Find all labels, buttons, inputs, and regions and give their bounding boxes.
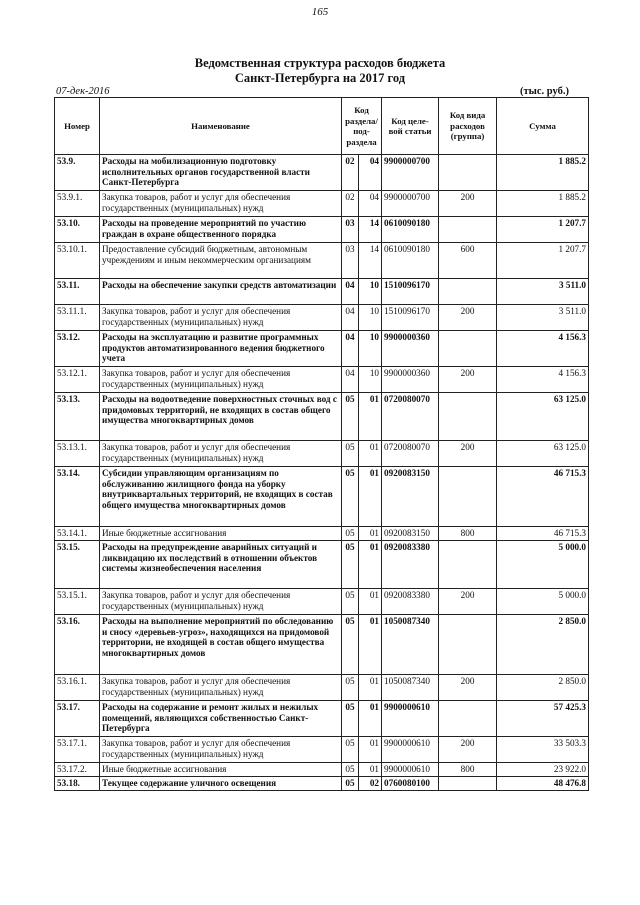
- row-section: 04: [342, 367, 359, 393]
- row-expense-type: 800: [439, 527, 497, 541]
- row-name: Расходы на эксплуатацию и развитие программных продуктов автоматизированного ведения бюджетного учета: [100, 331, 342, 367]
- row-target-code: 9900000610: [382, 701, 439, 737]
- row-number: 53.12.: [55, 331, 100, 367]
- row-target-code: 0720080070: [382, 441, 439, 467]
- row-expense-type: 200: [439, 305, 497, 331]
- row-sum: 5 000.0: [497, 541, 589, 589]
- row-name: Закупка товаров, работ и услуг для обеспечения государственных (муниципальных) нужд: [100, 191, 342, 217]
- title-line-2: Санкт-Петербурга на 2017 год: [234, 71, 406, 85]
- row-name: Закупка товаров, работ и услуг для обеспечения государственных (муниципальных) нужд: [100, 441, 342, 467]
- row-subsection: 01: [359, 763, 382, 777]
- row-subsection: 01: [359, 467, 382, 527]
- row-target-code: 0610090180: [382, 217, 439, 243]
- row-section: 05: [342, 737, 359, 763]
- row-number: 53.14.1.: [55, 527, 100, 541]
- row-expense-type: [439, 155, 497, 191]
- header-type: Код вида расходов (группа): [439, 98, 497, 155]
- table-body: [55, 155, 589, 791]
- row-sum: 2 850.0: [497, 675, 589, 701]
- row-target-code: 0720080070: [382, 393, 439, 441]
- row-name: Расходы на водоотведение поверхностных сточных вод с придомовых территорий, не входящих в состав общего имущества многоквартирных домов: [100, 393, 342, 441]
- row-section: 05: [342, 589, 359, 615]
- row-name: Закупка товаров, работ и услуг для обеспечения государственных (муниципальных) нужд: [100, 737, 342, 763]
- row-expense-type: 200: [439, 675, 497, 701]
- row-sum: 33 503.3: [497, 737, 589, 763]
- row-subsection: 04: [359, 155, 382, 191]
- row-name: Закупка товаров, работ и услуг для обеспечения государственных (муниципальных) нужд: [100, 675, 342, 701]
- row-section: 05: [342, 675, 359, 701]
- row-number: 53.16.1.: [55, 675, 100, 701]
- row-number: 53.10.1.: [55, 243, 100, 279]
- row-expense-type: [439, 615, 497, 675]
- row-section: 04: [342, 331, 359, 367]
- row-name: Расходы на выполнение мероприятий по обследованию и сносу «деревьев-угроз», находящихся на придомовой территории, не входящей в состав общего имущества многоквартирных домов: [100, 615, 342, 675]
- row-sum: 63 125.0: [497, 441, 589, 467]
- row-name: Иные бюджетные ассигнования: [100, 763, 342, 777]
- row-sum: 63 125.0: [497, 393, 589, 441]
- page-number: 165: [311, 6, 329, 18]
- row-name: Расходы на предупреждение аварийных ситуаций и ликвидацию их последствий в отношении объектов системы жизнеобеспечения населения: [100, 541, 342, 589]
- budget-table: [54, 97, 589, 791]
- row-target-code: 1510096170: [382, 279, 439, 305]
- row-subsection: 10: [359, 305, 382, 331]
- table-row: [55, 191, 589, 217]
- row-target-code: 0920083150: [382, 467, 439, 527]
- row-section: 05: [342, 701, 359, 737]
- row-expense-type: 200: [439, 191, 497, 217]
- table-row: [55, 305, 589, 331]
- row-number: 53.17.2.: [55, 763, 100, 777]
- table-row: [55, 467, 589, 527]
- table-row: [55, 675, 589, 701]
- row-number: 53.14.: [55, 467, 100, 527]
- row-expense-type: [439, 393, 497, 441]
- row-sum: 48 476.8: [497, 777, 589, 791]
- row-subsection: 01: [359, 589, 382, 615]
- row-number: 53.15.: [55, 541, 100, 589]
- row-target-code: 9900000700: [382, 191, 439, 217]
- row-expense-type: 200: [439, 589, 497, 615]
- table-row: [55, 615, 589, 675]
- row-name: Субсидии управляющим организациям по обслуживанию жилищного фонда на уборку внутриквартальных территорий, не входящих в состав общего имущества многоквартирных домов: [100, 467, 342, 527]
- row-sum: 2 850.0: [497, 615, 589, 675]
- row-subsection: 01: [359, 527, 382, 541]
- row-expense-type: [439, 279, 497, 305]
- row-target-code: 0920083380: [382, 541, 439, 589]
- table-row: [55, 367, 589, 393]
- row-subsection: 01: [359, 701, 382, 737]
- row-subsection: 10: [359, 279, 382, 305]
- header-number: Номер: [55, 98, 100, 155]
- row-number: 53.12.1.: [55, 367, 100, 393]
- table-row: [55, 701, 589, 737]
- row-sum: 46 715.3: [497, 527, 589, 541]
- header-sum: Сумма: [497, 98, 589, 155]
- row-number: 53.17.1.: [55, 737, 100, 763]
- row-target-code: 9900000610: [382, 737, 439, 763]
- row-target-code: 0920083380: [382, 589, 439, 615]
- row-name: Закупка товаров, работ и услуг для обеспечения государственных (муниципальных) нужд: [100, 305, 342, 331]
- row-section: 04: [342, 279, 359, 305]
- row-number: 53.15.1.: [55, 589, 100, 615]
- row-subsection: 01: [359, 541, 382, 589]
- row-name: Иные бюджетные ассигнования: [100, 527, 342, 541]
- table-row: [55, 393, 589, 441]
- row-subsection: 01: [359, 393, 382, 441]
- row-sum: 3 511.0: [497, 305, 589, 331]
- row-number: 53.11.1.: [55, 305, 100, 331]
- row-name: Расходы на обеспечение закупки средств автоматизации: [100, 279, 342, 305]
- row-name: Предоставление субсидий бюджетным, автономным учреждениям и иным некоммерческим организациям: [100, 243, 342, 279]
- row-name: Расходы на содержание и ремонт жилых и нежилых помещений, являющихся собственностью Санкт-Петербурга: [100, 701, 342, 737]
- table-row: [55, 541, 589, 589]
- row-section: 05: [342, 467, 359, 527]
- row-sum: 5 000.0: [497, 589, 589, 615]
- row-name: Расходы на мобилизационную подготовку исполнительных органов государственной власти Санкт-Петербурга: [100, 155, 342, 191]
- row-expense-type: 200: [439, 367, 497, 393]
- row-section: 05: [342, 527, 359, 541]
- table-row: [55, 763, 589, 777]
- row-sum: 46 715.3: [497, 467, 589, 527]
- row-number: 53.11.: [55, 279, 100, 305]
- row-sum: 1 885.2: [497, 191, 589, 217]
- row-subsection: 14: [359, 217, 382, 243]
- row-target-code: 9900000360: [382, 367, 439, 393]
- header-section: Код раздела/ под- раздела: [342, 98, 382, 155]
- title-line-1: Ведомственная структура расходов бюджета: [194, 56, 446, 70]
- row-target-code: 9900000360: [382, 331, 439, 367]
- row-number: 53.16.: [55, 615, 100, 675]
- table-row: [55, 777, 589, 791]
- row-expense-type: [439, 331, 497, 367]
- row-sum: 4 156.3: [497, 367, 589, 393]
- row-target-code: 0610090180: [382, 243, 439, 279]
- table-row: [55, 279, 589, 305]
- row-number: 53.9.1.: [55, 191, 100, 217]
- row-section: 04: [342, 305, 359, 331]
- row-subsection: 10: [359, 367, 382, 393]
- row-expense-type: [439, 467, 497, 527]
- document-date: 07-дек-2016: [56, 86, 110, 97]
- row-section: 02: [342, 191, 359, 217]
- row-number: 53.10.: [55, 217, 100, 243]
- row-subsection: 01: [359, 675, 382, 701]
- units-label: (тыс. руб.): [520, 86, 569, 97]
- row-expense-type: 600: [439, 243, 497, 279]
- table-row: [55, 527, 589, 541]
- row-expense-type: 200: [439, 441, 497, 467]
- row-name: Текущее содержание уличного освещения: [100, 777, 342, 791]
- table-row: [55, 155, 589, 191]
- table-row: [55, 589, 589, 615]
- row-target-code: 0920083150: [382, 527, 439, 541]
- row-name: Закупка товаров, работ и услуг для обеспечения государственных (муниципальных) нужд: [100, 589, 342, 615]
- header-name: Наименование: [100, 98, 342, 155]
- row-sum: 3 511.0: [497, 279, 589, 305]
- row-expense-type: [439, 777, 497, 791]
- row-sum: 23 922.0: [497, 763, 589, 777]
- row-target-code: 1510096170: [382, 305, 439, 331]
- row-expense-type: 200: [439, 737, 497, 763]
- row-number: 53.13.: [55, 393, 100, 441]
- row-number: 53.17.: [55, 701, 100, 737]
- row-target-code: 1050087340: [382, 615, 439, 675]
- row-section: 05: [342, 763, 359, 777]
- table-row: [55, 243, 589, 279]
- row-sum: 1 207.7: [497, 243, 589, 279]
- row-target-code: 9900000610: [382, 763, 439, 777]
- row-sum: 57 425.3: [497, 701, 589, 737]
- table-row: [55, 441, 589, 467]
- row-target-code: 0760080100: [382, 777, 439, 791]
- row-section: 05: [342, 441, 359, 467]
- row-target-code: 9900000700: [382, 155, 439, 191]
- row-target-code: 1050087340: [382, 675, 439, 701]
- table-row: [55, 217, 589, 243]
- row-name: Закупка товаров, работ и услуг для обеспечения государственных (муниципальных) нужд: [100, 367, 342, 393]
- row-section: 03: [342, 217, 359, 243]
- row-section: 03: [342, 243, 359, 279]
- document-title: [0, 56, 640, 86]
- row-expense-type: 800: [439, 763, 497, 777]
- row-number: 53.13.1.: [55, 441, 100, 467]
- row-expense-type: [439, 701, 497, 737]
- row-section: 05: [342, 615, 359, 675]
- header-target: Код целе- вой статьи: [382, 98, 439, 155]
- row-number: 53.9.: [55, 155, 100, 191]
- row-subsection: 14: [359, 243, 382, 279]
- row-section: 05: [342, 777, 359, 791]
- row-section: 05: [342, 393, 359, 441]
- row-sum: 1 885.2: [497, 155, 589, 191]
- row-expense-type: [439, 541, 497, 589]
- row-expense-type: [439, 217, 497, 243]
- row-sum: 4 156.3: [497, 331, 589, 367]
- row-subsection: 01: [359, 615, 382, 675]
- row-subsection: 01: [359, 737, 382, 763]
- row-name: Расходы на проведение мероприятий по участию граждан в охране общественного порядка: [100, 217, 342, 243]
- table-row: [55, 331, 589, 367]
- row-sum: 1 207.7: [497, 217, 589, 243]
- row-number: 53.18.: [55, 777, 100, 791]
- table-row: [55, 737, 589, 763]
- row-subsection: 02: [359, 777, 382, 791]
- row-subsection: 01: [359, 441, 382, 467]
- row-section: 02: [342, 155, 359, 191]
- row-subsection: 10: [359, 331, 382, 367]
- row-subsection: 04: [359, 191, 382, 217]
- row-section: 05: [342, 541, 359, 589]
